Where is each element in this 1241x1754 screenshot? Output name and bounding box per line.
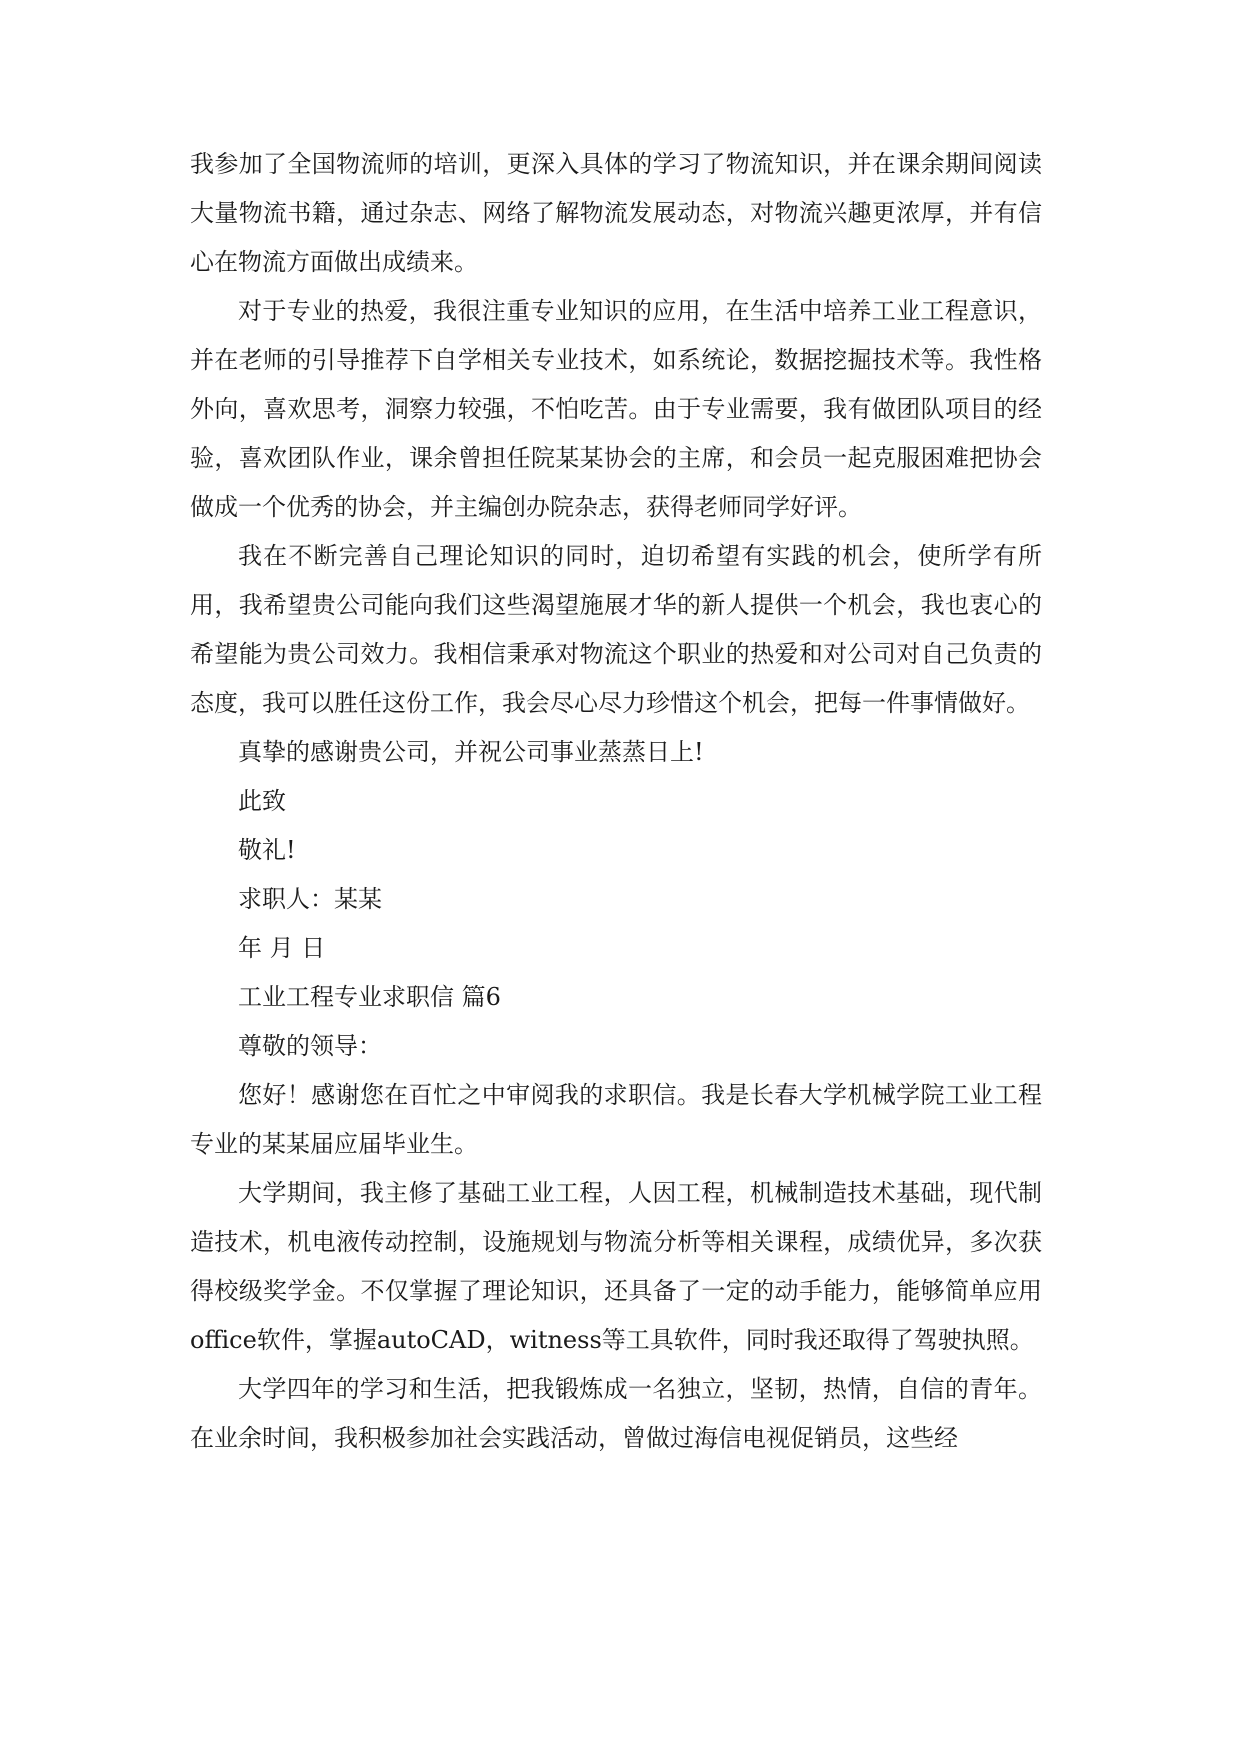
applicant-signature: 求职人：某某 [238, 885, 382, 913]
paragraph-hobbies-skills: 对于专业的热爱，我很注重专业知识的应用，在生活中培养工业工程意识，并在老师的引导推荐下自学相关专业技术，如系统论，数据挖掘技术等。我性格外向，喜欢思考，洞察力较强，不怕吃苦。由于专业需要，我有做团队项目的经验，喜欢团队作业，课余曾担任院某某协会的主席，和会员一起克服困难把协会做成一个优秀的协会，并主编创办院杂志，获得老师同学好评。 [190, 297, 1042, 521]
paragraph-courses: 大学期间，我主修了基础工业工程，人因工程，机械制造技术基础，现代制造技术，机电液传动控制，设施规划与物流分析等相关课程，成绩优异，多次获得校级奖学金。不仅掌握了理论知识，还具备了一定的动手能力，能够简单应用office软件，掌握autoCAD，witness等工具软件，同时我还取得了驾驶执照。 [190, 1179, 1042, 1354]
letter-greeting: 尊敬的领导： [238, 1032, 382, 1060]
date-line: 年 月 日 [238, 934, 326, 962]
paragraph-intro: 您好！感谢您在百忙之中审阅我的求职信。我是长春大学机械学院工业工程专业的某某届应届毕业生。 [190, 1081, 1042, 1158]
closing-thanks: 真挚的感谢贵公司，并祝公司事业蒸蒸日上! [238, 738, 704, 766]
letter-heading: 工业工程专业求职信 篇6 [238, 983, 501, 1011]
document-page [190, 140, 1042, 1463]
paragraph-campus-life: 大学四年的学习和生活，把我锻炼成一名独立，坚韧，热情，自信的青年。在业余时间，我积极参加社会实践活动，曾做过海信电视促销员，这些经 [190, 1375, 1042, 1452]
paragraph-continuation: 我参加了全国物流师的培训，更深入具体的学习了物流知识，并在课余期间阅读大量物流书籍，通过杂志、网络了解物流发展动态，对物流兴趣更浓厚，并有信心在物流方面做出成绩来。 [190, 150, 1042, 276]
salutation-cizhi: 此致 [238, 787, 286, 815]
salutation-jingli: 敬礼! [238, 836, 296, 864]
paragraph-practice-wish: 我在不断完善自己理论知识的同时，迫切希望有实践的机会，使所学有所用，我希望贵公司能向我们这些渴望施展才华的新人提供一个机会，我也衷心的希望能为贵公司效力。我相信秉承对物流这个职业的热爱和对公司对自己负责的态度，我可以胜任这份工作，我会尽心尽力珍惜这个机会，把每一件事情做好。 [190, 542, 1042, 717]
